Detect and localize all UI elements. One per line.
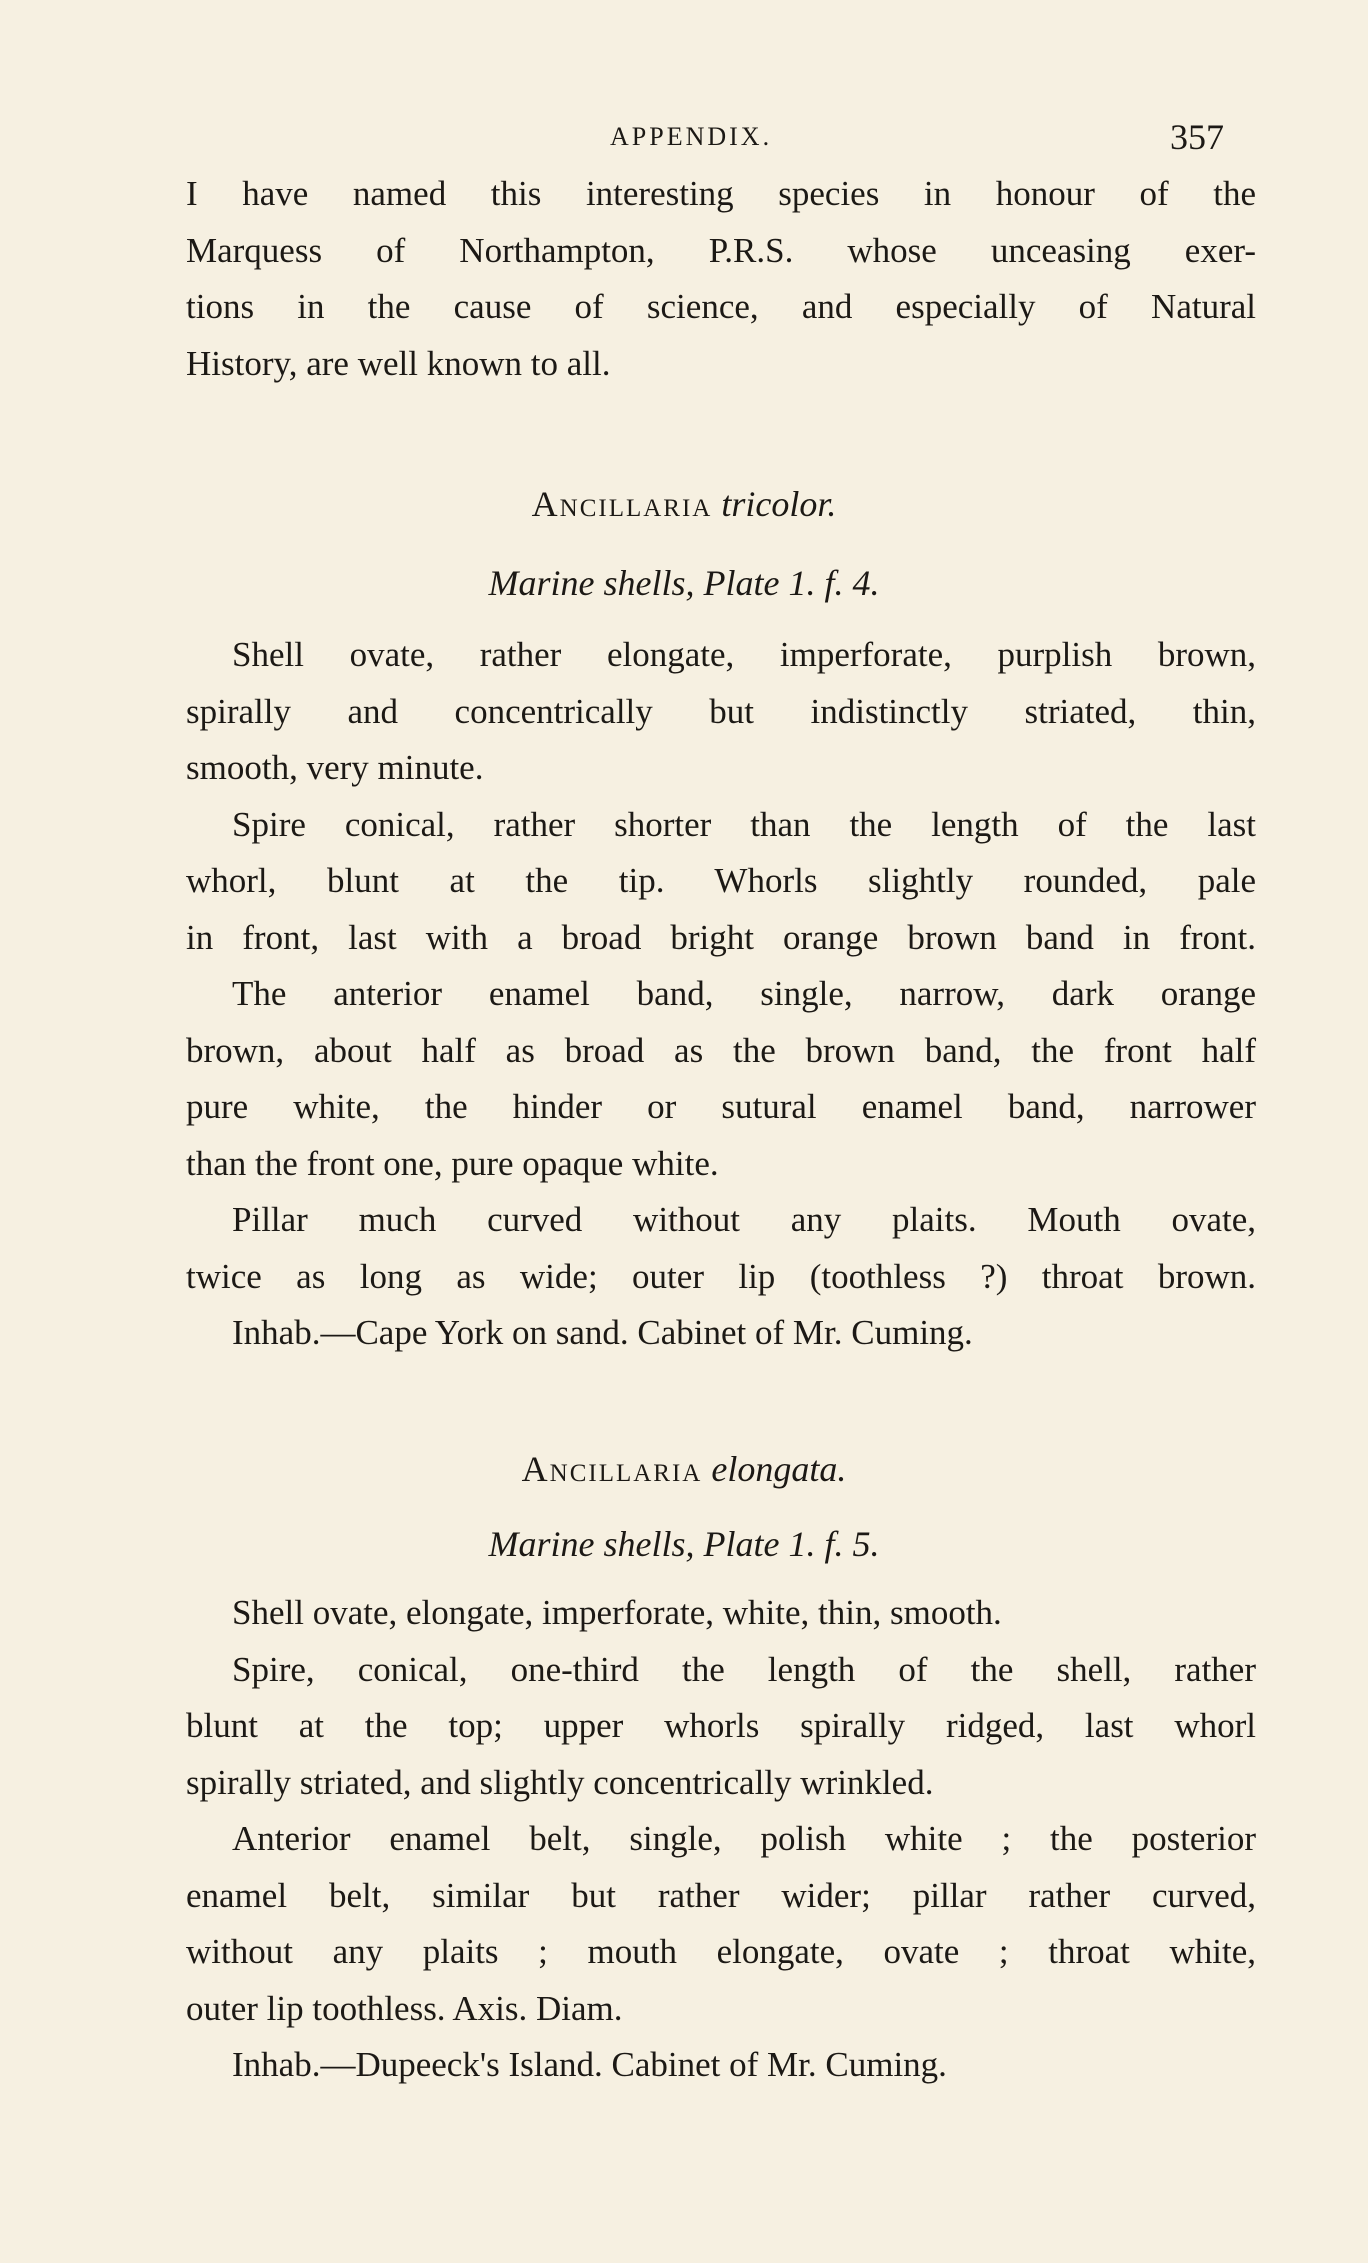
species-name: tricolor. [721,484,837,524]
running-title: APPENDIX. [610,122,773,151]
text-line: enamel belt, similar but rather wider; pillar rather curved, [186,1875,1256,1915]
genus-name: Ancillaria [531,484,713,524]
species-name: elongata. [711,1449,847,1489]
text-line: I have named this interesting species in honour of the [186,174,1256,213]
running-head [0,112,1368,162]
text-line: pure white, the hinder or sutural enamel band, narrower [186,1087,1256,1126]
page-number: 357 [1170,117,1224,157]
text-line: The anterior enamel band, single, narrow, dark orange [232,974,1256,1013]
text-line: tions in the cause of science, and especially of Natural [186,287,1256,326]
text-line: spirally and concentrically but indistinctly striated, thin, [186,691,1256,731]
text-line: twice as long as wide; outer lip (toothless ?) throat brown. [186,1256,1256,1296]
text-line: Inhab.—Cape York on sand. Cabinet of Mr. Cuming. [232,1313,973,1352]
text-line: blunt at the top; upper whorls spirally ridged, last whorl [186,1706,1256,1745]
description-elongata [186,1585,1256,2094]
text-line: spirally striated, and slightly concentrically wrinkled. [186,1762,934,1802]
species-heading-elongata [0,1441,1368,1497]
text-line: smooth, very minute. [186,748,484,787]
text-line: Shell ovate, rather elongate, imperforate, purplish brown, [232,635,1256,674]
genus-name: Ancillaria [521,1449,703,1489]
text-line: outer lip toothless. Axis. Diam. [186,1988,623,2028]
text-line: in front, last with a broad bright orange brown band in front. [186,917,1256,957]
text-line: Spire, conical, one-third the length of the shell, rather [232,1649,1256,1689]
text-line: Inhab.—Dupeeck's Island. Cabinet of Mr. Cuming. [232,2045,947,2084]
text-line: without any plaits ; mouth elongate, ovate ; throat white, [186,1932,1256,1971]
text-line: History, are well known to all. [186,343,611,383]
text-line: than the front one, pure opaque white. [186,1143,719,1183]
text-line: brown, about half as broad as the brown band, the front half [186,1030,1256,1070]
plate-reference-elongata: Marine shells, Plate 1. f. 5. [488,1524,880,1564]
text-line: Pillar much curved without any plaits. Mouth ovate, [232,1200,1256,1239]
plate-reference-tricolor: Marine shells, Plate 1. f. 4. [488,563,880,603]
text-line: whorl, blunt at the tip. Whorls slightly rounded, pale [186,861,1256,900]
text-line: Spire conical, rather shorter than the length of the last [232,804,1256,844]
description-tricolor [186,627,1256,1362]
text-line: Shell ovate, elongate, imperforate, white, thin, smooth. [232,1593,1002,1632]
species-heading-tricolor [0,476,1368,532]
intro-paragraph [186,166,1256,392]
text-line: Anterior enamel belt, single, polish white ; the posterior [232,1819,1256,1858]
text-line: Marquess of Northampton, P.R.S. whose unceasing exer- [186,230,1256,270]
